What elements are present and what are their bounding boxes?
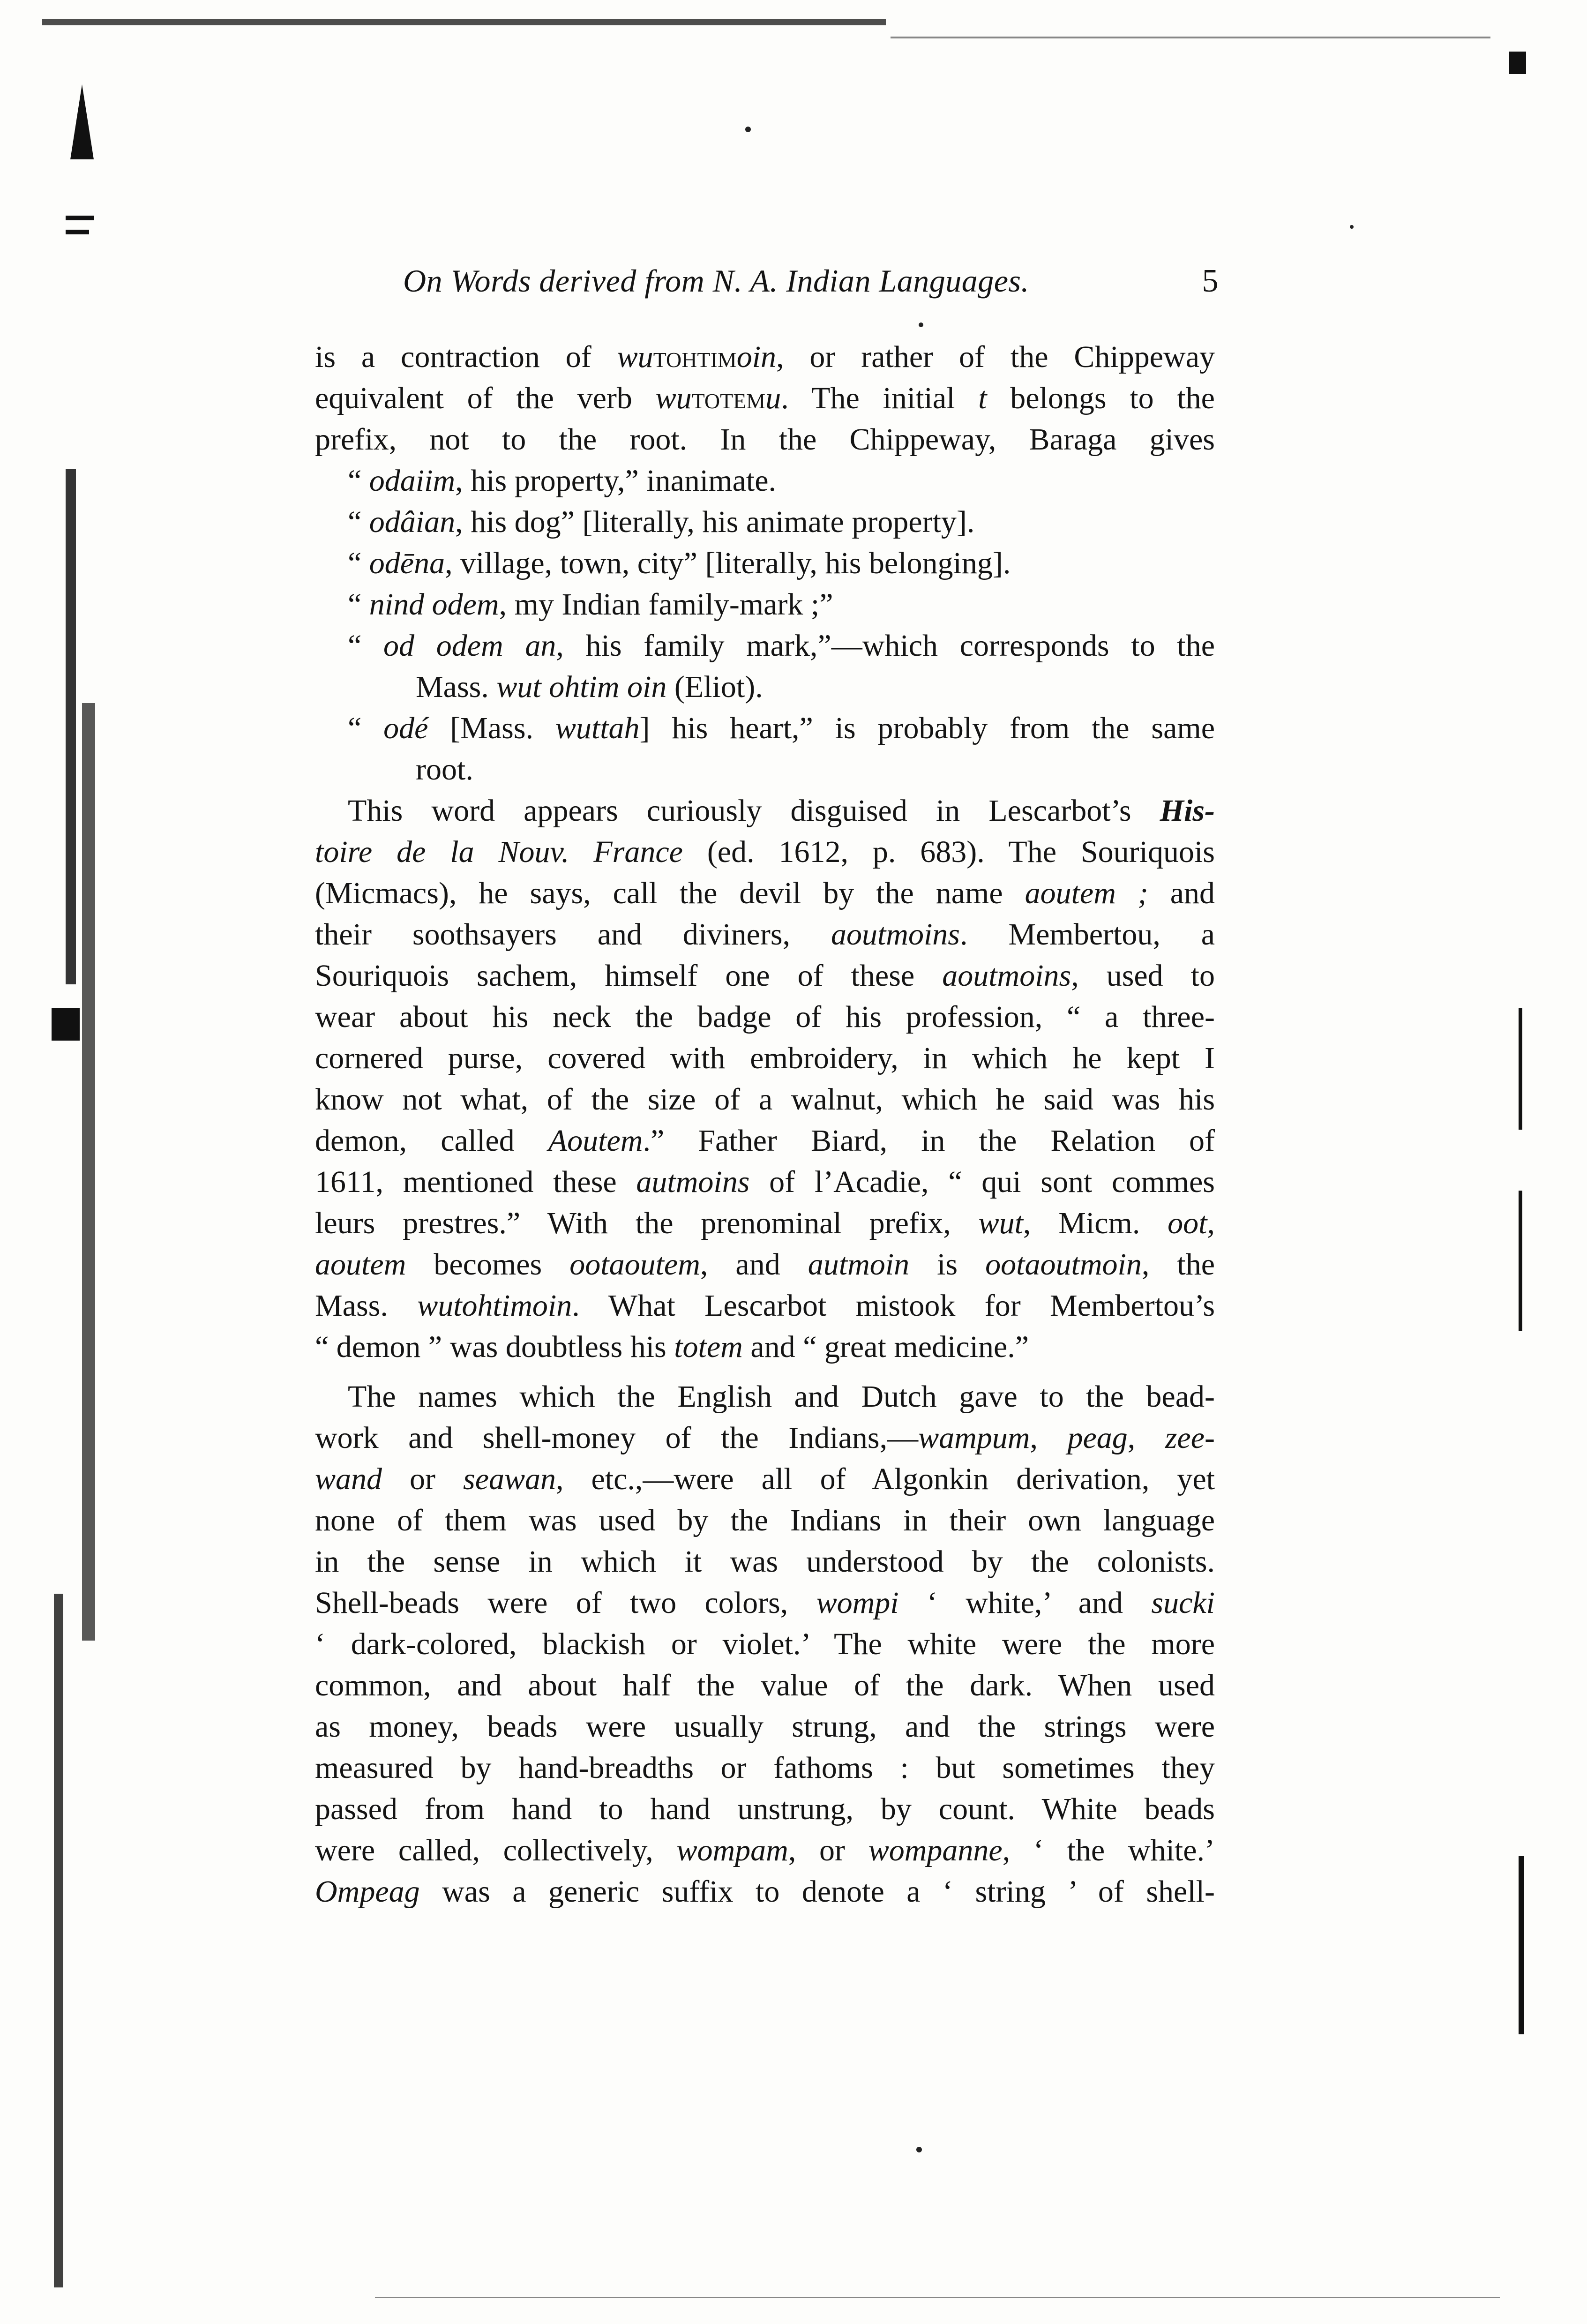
text-line: Souriquois sachem, himself one of these aoutmoins, used to: [315, 959, 1215, 993]
left-mark-2: [66, 216, 94, 220]
text-line: “ demon ” was doubtless his totem and “ great medicine.”: [315, 1330, 1029, 1364]
binding-shadow-4: [54, 1594, 63, 2287]
text-line: Ompeag was a generic suffix to denote a ‘ string ’ of shell-: [315, 1874, 1215, 1909]
text-line: demon, called Aoutem.” Father Biard, in the Relation of: [315, 1124, 1215, 1158]
top-edge-line: [891, 37, 1490, 38]
text-line: ‘ dark-colored, blackish or violet.’ The white were the more: [315, 1627, 1215, 1661]
corner-mark: [1509, 52, 1526, 74]
text-line: “ odâian, his dog” [literally, his animate property].: [348, 505, 975, 539]
binding-shadow-1: [66, 469, 76, 984]
text-line: as money, beads were usually strung, and the strings were: [315, 1709, 1215, 1744]
text-line: none of them was used by the Indians in their own language: [315, 1503, 1215, 1537]
speck: [745, 127, 751, 132]
text-line: common, and about half the value of the dark. When used: [315, 1668, 1215, 1702]
text-line: The names which the English and Dutch gave to the bead-: [348, 1379, 1215, 1414]
speck: [916, 2147, 922, 2152]
left-mark-3: [66, 230, 89, 234]
text-line: measured by hand-breadths or fathoms : but sometimes they: [315, 1751, 1215, 1785]
text-line: prefix, not to the root. In the Chippeway, Baraga gives: [315, 422, 1215, 457]
body-text: [315, 337, 1215, 1912]
paragraph-gap: [315, 1368, 1215, 1376]
text-line: “ od odem an, his family mark,”—which corresponds to the: [348, 629, 1215, 663]
right-mark-3: [1519, 1856, 1524, 2034]
text-line: is a contraction of wutohtimoin, or rather of the Chippeway: [315, 340, 1215, 374]
text-line: were called, collectively, wompam, or wompanne, ‘ the white.’: [315, 1833, 1215, 1867]
text-line: wear about his neck the badge of his profession, “ a three-: [315, 1000, 1215, 1034]
bottom-edge-line: [375, 2297, 1500, 2298]
text-line: know not what, of the size of a walnut, which he said was his: [315, 1082, 1215, 1117]
running-head: [403, 262, 1219, 300]
top-edge-smudge: [42, 19, 886, 25]
text-line: equivalent of the verb wutotemu. The initial t belongs to the: [315, 381, 1215, 415]
text-line: 1611, mentioned these autmoins of l’Acadie, “ qui sont commes: [315, 1165, 1215, 1199]
left-mark-1: [70, 84, 94, 159]
text-line: Shell-beads were of two colors, wompi ‘ white,’ and sucki: [315, 1586, 1215, 1620]
running-head-title: On Words derived from N. A. Indian Languages.: [403, 263, 1029, 299]
right-mark-2: [1519, 1191, 1522, 1331]
text-line: “ nind odem, my Indian family-mark ;”: [348, 587, 833, 622]
text-line: (Micmacs), he says, call the devil by the name aoutem ; and: [315, 876, 1215, 910]
binding-shadow-2: [82, 703, 95, 1641]
text-line: wand or seawan, etc.,—were all of Algonkin derivation, yet: [315, 1462, 1215, 1496]
text-line: “ odaiim, his property,” inanimate.: [348, 464, 776, 498]
text-line: leurs prestres.” With the prenominal prefix, wut, Micm. oot,: [315, 1206, 1215, 1240]
text-line: “ odé [Mass. wuttah] his heart,” is probably from the same: [348, 711, 1215, 745]
speck: [1350, 225, 1354, 229]
text-line: Mass. wutohtimoin. What Lescarbot mistook for Membertou’s: [315, 1289, 1215, 1323]
page-number: 5: [1202, 263, 1219, 299]
text-line: This word appears curiously disguised in Lescarbot’s His-: [348, 794, 1215, 828]
text-line: work and shell-money of the Indians,—wampum, peag, zee-: [315, 1421, 1215, 1455]
text-line: passed from hand to hand unstrung, by count. White beads: [315, 1792, 1215, 1826]
right-mark-1: [1519, 1008, 1522, 1130]
text-line: root.: [416, 752, 473, 787]
text-line: “ odēna, village, town, city” [literally, his belonging].: [348, 546, 1011, 580]
text-line: cornered purse, covered with embroidery, in which he kept I: [315, 1041, 1215, 1075]
text-line: toire de la Nouv. France (ed. 1612, p. 683). The Souriquois: [315, 835, 1215, 869]
text-line: aoutem becomes ootaoutem, and autmoin is ootaoutmoin, the: [315, 1247, 1215, 1282]
binding-shadow-3: [52, 1008, 80, 1041]
text-line: in the sense in which it was understood by the colonists.: [315, 1544, 1215, 1579]
text-line: their soothsayers and diviners, aoutmoins. Membertou, a: [315, 917, 1215, 952]
speck: [919, 322, 923, 327]
text-line: Mass. wut ohtim oin (Eliot).: [416, 670, 763, 704]
